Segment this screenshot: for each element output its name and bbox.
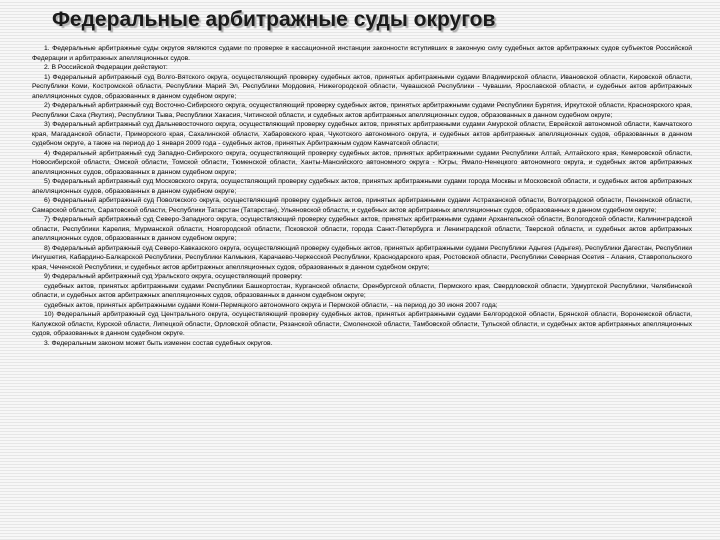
list-item-ural-sub-1: судебных актов, принятых арбитражными судами Республики Башкортостан, Курганской области, Оренбургской области, Пермского края, Свердловской области, Удмуртской Республики, Челябинской области, и судебных актов арбитражных апелляционных судов, образованных в данном судебном округе;	[32, 282, 692, 299]
paragraph-2: 2. В Российской Федерации действуют:	[44, 64, 168, 71]
list-item-volgo-vyatsky: 1) Федеральный арбитражный суд Волго-Вятского округа, осуществляющий проверку судебных актов, принятых арбитражными судами Владимирской области, Ивановской области, Кировской области, Республики Коми, Костромской области, Республики Марий Эл, Республики Мордовия, Нижегородской области, Чувашской Республики - Чувашии, Ярославской области, и судебных актов арбитражных апелляционных судов, образованных в данном судебном округе;	[32, 73, 692, 100]
paragraph-1: 1. Федеральные арбитражные суды округов являются судами по проверке в кассационной инстанции законности вступивших в законную силу судебных актов арбитражных судов субъектов Российской Федерации и арбитражных апелляционных судов.	[32, 45, 692, 62]
list-item-ural-sub-2: судебных актов, принятых арбитражными судами Коми-Пермяцкого автономного округа и Пермской области, - на период до 30 июня 2007 года;	[44, 301, 498, 309]
paragraph-3: 3. Федеральным законом может быть изменен состав судебных округов.	[44, 339, 273, 347]
list-item-moscow: 5) Федеральный арбитражный суд Московского округа, осуществляющий проверку судебных актов, принятых арбитражными судами города Москвы и Московской области, и судебных актов арбитражных апелляционных судов, образованных в данном судебном округе;	[32, 178, 692, 195]
list-item-west-siberian: 4) Федеральный арбитражный суд Западно-Сибирского округа, осуществляющий проверку судебных актов, принятых арбитражными судами Республики Алтай, Алтайского края, Кемеровской области, Новосибирской области, Омской области, Томской области, Тюменской области, Ханты-Мансийского автономного округа - Югры, Ямало-Ненецкого автономного округа, и судебных актов арбитражных апелляционных судов, образованных в данном судебном округе;	[32, 149, 692, 176]
list-item-central: 10) Федеральный арбитражный суд Центрального округа, осуществляющий проверку судебных актов, принятых арбитражными судами Белгородской области, Брянской области, Воронежской области, Калужской области, Курской области, Липецкой области, Орловской области, Рязанской области, Смоленской области, Тамбовской области, Тульской области, и судебных актов арбитражных апелляционных судов, образованных в данном судебном округе.	[32, 311, 692, 337]
list-item-volga: 6) Федеральный арбитражный суд Поволжского округа, осуществляющий проверку судебных актов, принятых арбитражными судами Астраханской области, Волгоградской области, Пензенской области, Самарской области, Саратовской области, Республики Татарстан (Татарстан), Ульяновской области, и судебных актов арбитражных апелляционных судов, образованных в данном судебном округе;	[32, 197, 692, 214]
list-item-north-western: 7) Федеральный арбитражный суд Северо-Западного округа, осуществляющий проверку судебных актов, принятых арбитражными судами Архангельской области, Вологодской области, Калининградской области, Республики Карелия, Мурманской области, Новгородской области, Псковской области, города Санкт-Петербурга и Ленинградской области, Тверской области, и судебных актов арбитражных апелляционных судов, образованных в данном судебном округе;	[32, 216, 692, 242]
list-item-east-siberian: 2) Федеральный арбитражный суд Восточно-Сибирского округа, осуществляющий проверку судебных актов, принятых арбитражными судами Республики Бурятия, Иркутской области, Красноярского края, Республики Саха (Якутия), Республики Тыва, Республики Хакасия, Читинской области, и судебных актов арбитражных апелляционных судов, образованных в данном судебном округе;	[32, 102, 692, 119]
page-title: Федеральные арбитражные суды округов	[52, 8, 496, 31]
list-item-ural: 9) Федеральный арбитражный суд Уральского округа, осуществляющий проверку:	[44, 273, 303, 280]
document-body	[32, 44, 692, 348]
list-item-north-caucasus: 8) Федеральный арбитражный суд Северо-Кавказского округа, осуществляющий проверку судебных актов, принятых арбитражными судами Республики Адыгея (Адыгея), Республики Дагестан, Республики Ингушетия, Кабардино-Балкарской Республики, Республики Калмыкия, Карачаево-Черкесской Республики, Краснодарского края, Ростовской области, Республики Северная Осетия - Алания, Ставропольского края, Чеченской Республики, и судебных актов арбитражных апелляционных судов, образованных в данном судебном округе;	[32, 244, 692, 271]
list-item-far-eastern: 3) Федеральный арбитражный суд Дальневосточного округа, осуществляющий проверку судебных актов, принятых арбитражными судами Амурской области, Еврейской автономной области, Камчатского края, Магаданской области, Приморского края, Сахалинской области, Хабаровского края, Чукотского автономного округа, и судебных актов арбитражных апелляционных судов, образованных в данном судебном округе, а также на период до 1 января 2009 года - судебных актов, принятых Арбитражным судом Камчатской области;	[32, 121, 692, 147]
